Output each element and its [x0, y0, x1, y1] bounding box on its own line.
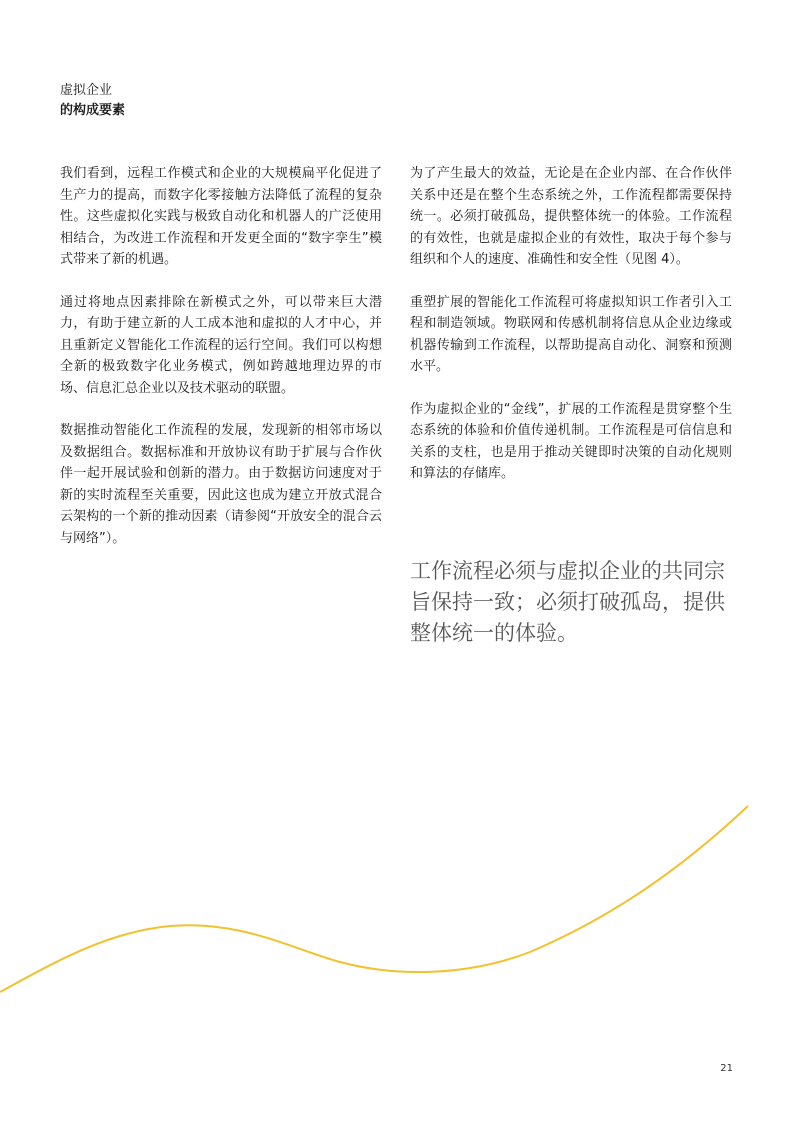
page-number: 21	[720, 1063, 733, 1074]
paragraph: 我们看到，远程工作模式和企业的大规模扁平化促进了生产力的提高，而数字化零接触方法降低了流程的复杂性。这些虚拟化实践与极致自动化和机器人的广泛使用相结合，为改进工作流程和开发更全面的“数字孪生”模式带来了新的机遇。	[60, 166, 382, 267]
paragraph: 为了产生最大的效益，无论是在企业内部、在合作伙伴关系中还是在整个生态系统之外，工作流程都需要保持统一。必须打破孤岛，提供整体统一的体验。工作流程的有效性，也就是虚拟企业的有效性，取决于每个参与组织和个人的速度、准确性和安全性（见图 4）。	[410, 166, 732, 267]
paragraph: 数据推动智能化工作流程的发展，发现新的相邻市场以及数据组合。数据标准和开放协议有助于扩展与合作伙伴一起开展试验和创新的潜力。由于数据访问速度对于新的实时流程至关重要，因此这也成为建立开放式混合云架构的一个新的推动因素（请参阅“开放安全的混合云与网络”）。	[60, 423, 382, 546]
paragraph: 通过将地点因素排除在新模式之外，可以带来巨大潜力，有助于建立新的人工成本池和虚拟的人才中心，并且重新定义智能化工作流程的运行空间。我们可以构想全新的极致数字化业务模式，例如跨越地理边界的市场、信息汇总企业以及技术驱动的联盟。	[60, 294, 382, 396]
paragraph: 作为虚拟企业的“金线”，扩展的工作流程是贯穿整个生态系统的体验和价值传递机制。工作流程是可信信息和关系的支柱，也是用于推动关键即时决策的自动化规则和算法的存储库。	[410, 401, 732, 481]
section-title-line1: 虚拟企业	[60, 83, 113, 98]
section-title-line2: 的构成要素	[60, 103, 126, 118]
pull-quote: 工作流程必须与虚拟企业的共同宗旨保持一致；必须打破孤岛，提供整体统一的体验。	[410, 559, 725, 645]
paragraph: 重塑扩展的智能化工作流程可将虚拟知识工作者引入工程和制造领域。物联网和传感机制将信息从企业边缘或机器传输到工作流程，以帮助提高自动化、洞察和预测水平。	[410, 294, 732, 374]
curve-line	[0, 806, 748, 992]
